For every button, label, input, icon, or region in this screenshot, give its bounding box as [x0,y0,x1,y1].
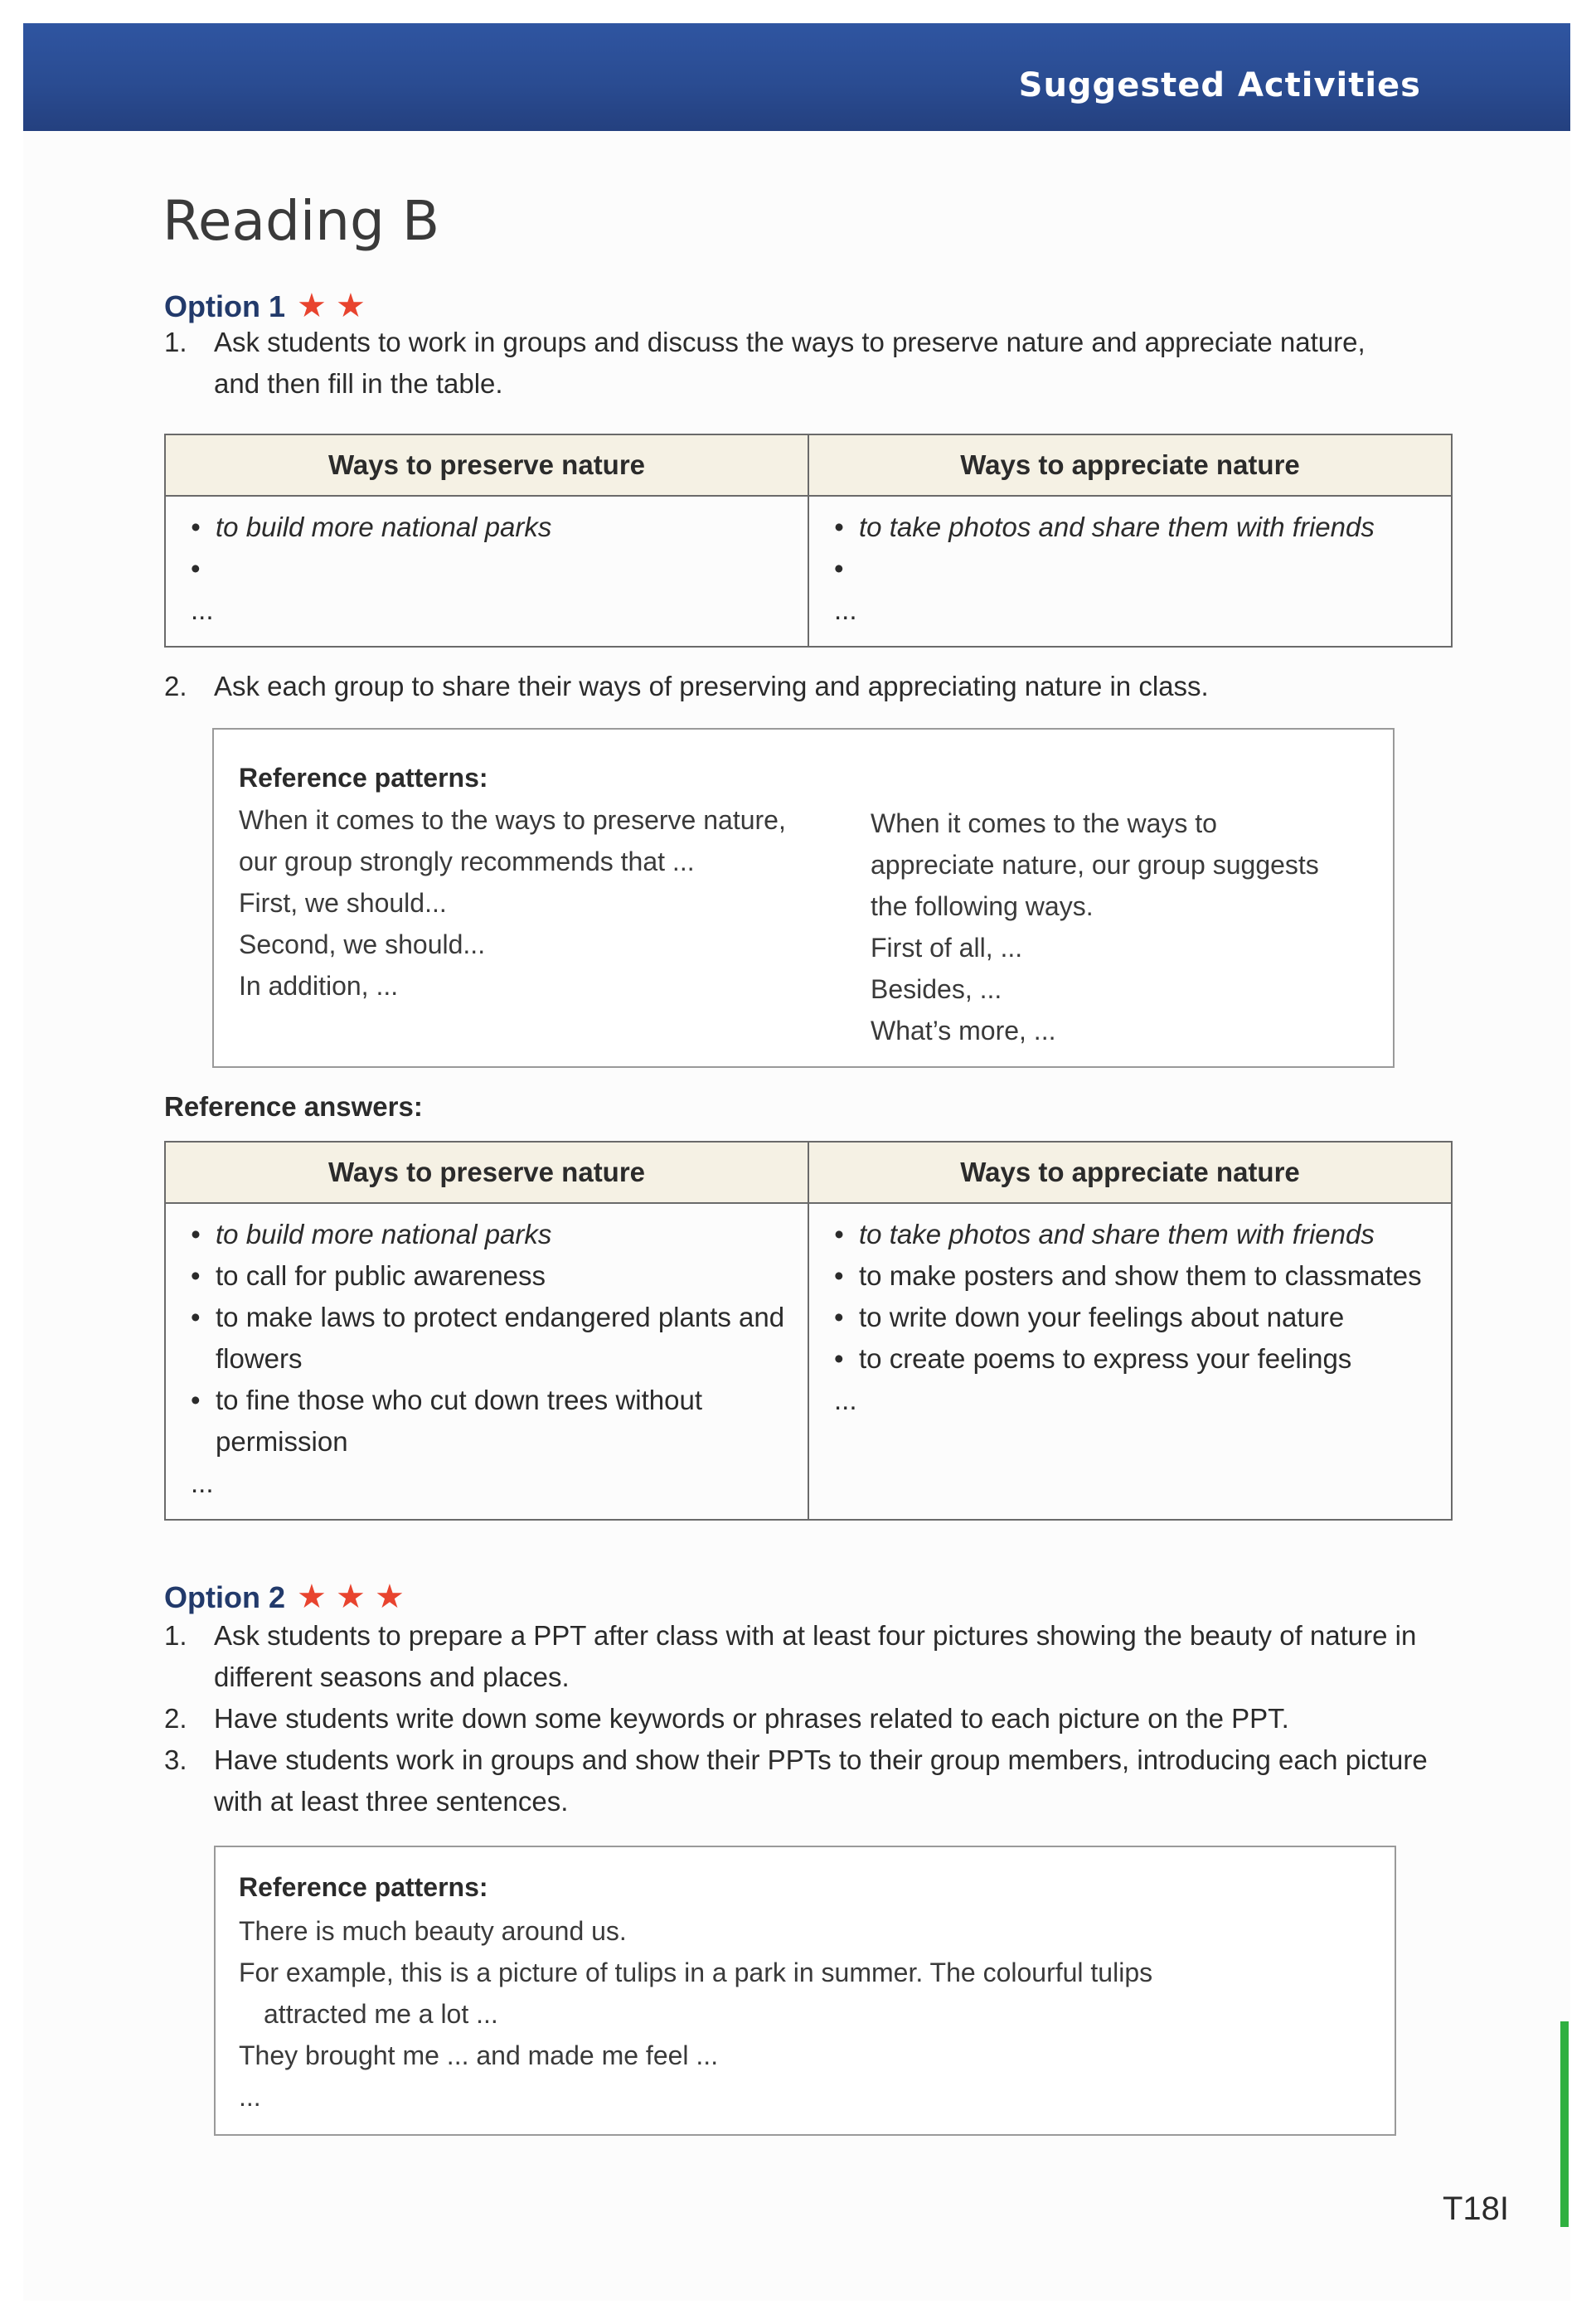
table-header-preserve: Ways to preserve nature [165,434,808,496]
page-number: T18I [1443,2191,1510,2227]
patterns-column [239,1910,1383,2118]
step-number: 1. [164,327,187,357]
step-text: Have students write down some keywords or phrases related to each picture on the PPT. [214,1703,1289,1734]
list-item: • to take photos and share them with friends [834,507,1451,548]
option2-step3 [164,1739,1458,1822]
list-item [191,548,808,589]
option1-heading [164,287,366,325]
fill-in-table [164,434,1453,648]
table-cell-preserve [165,496,808,647]
ellipsis: ... [239,2082,261,2112]
patterns-right-column [871,803,1319,1051]
list-item: • to fine those who cut down trees without permission [191,1380,808,1463]
pattern-line: In addition, ... [239,971,399,1001]
table-cell-appreciate [808,496,1452,647]
pattern-line: When it comes to the ways to preserve nature, [239,805,786,835]
pattern-line: Second, we should... [239,929,486,959]
table-header-preserve: Ways to preserve nature [165,1142,808,1203]
list-item [834,548,1451,589]
list-item: • to make laws to protect endangered plants and flowers [191,1297,808,1380]
header-banner [23,23,1570,131]
pattern-line: There is much beauty around us. [239,1916,627,1946]
step-text: Have students work in groups and show their PPTs to their group members, introducing each picture with at least three sentences. [214,1744,1428,1817]
star-icon: ★ ★ ★ [297,1579,405,1615]
option1-step2 [164,666,1458,707]
ellipsis: ... [191,1468,214,1498]
list-item: • to build more national parks [191,1214,808,1255]
option1-label: Option 1 [164,289,285,323]
step-number: 3. [164,1744,187,1775]
option1-step1 [164,322,1458,405]
pattern-line: our group strongly recommends that ... [239,847,695,876]
list-item: • to make posters and show them to classmates [834,1255,1451,1297]
answers-cell-appreciate [808,1203,1452,1520]
pattern-line: the following ways. [871,891,1094,921]
option2-heading [164,1578,405,1616]
step-number: 2. [164,671,187,701]
pattern-line: When it comes to the ways to [871,808,1217,838]
list-item: • to create poems to express your feelings [834,1338,1451,1380]
pattern-line: What’s more, ... [871,1016,1056,1046]
pattern-line: They brought me ... and made me feel ... [239,2040,719,2070]
chapter-tab [1560,2021,1569,2227]
pattern-line: Besides, ... [871,974,1002,1004]
step-number: 1. [164,1620,187,1651]
pattern-line: First of all, ... [871,933,1023,963]
reference-patterns-heading: Reference patterns: [239,1872,488,1902]
table-header-appreciate: Ways to appreciate nature [808,434,1452,496]
list-item: • to write down your feelings about nature [834,1297,1451,1338]
reference-patterns-heading: Reference patterns: [239,763,488,793]
section-title: Reading B [163,189,440,253]
pattern-line: For example, this is a picture of tulips in a park in summer. The colourful tulips [239,1958,1153,1987]
pattern-line: appreciate nature, our group suggests [871,850,1319,880]
option2-step2 [164,1698,1458,1739]
ellipsis: ... [834,594,857,625]
step-number: 2. [164,1703,187,1734]
table-header-appreciate: Ways to appreciate nature [808,1142,1452,1203]
list-item: • to call for public awareness [191,1255,808,1297]
step-text: Ask each group to share their ways of preserving and appreciating nature in class. [214,671,1209,701]
star-icon: ★ ★ [297,288,366,324]
banner-title: Suggested Activities [1018,66,1421,104]
step-text-line2: and then fill in the table. [214,368,503,399]
answers-cell-preserve [165,1203,808,1520]
pattern-line: attracted me a lot ... [264,1999,498,2029]
list-item: • to build more national parks [191,507,808,548]
patterns-left-column [239,799,786,1007]
list-item: • to take photos and share them with friends [834,1214,1451,1255]
option2-step1 [164,1615,1458,1698]
option2-label: Option 2 [164,1580,285,1614]
ellipsis: ... [191,594,214,625]
step-text-line1: Ask students to work in groups and discuss the ways to preserve nature and appreciate nature, [214,327,1366,357]
pattern-line: First, we should... [239,888,447,918]
step-text: Ask students to prepare a PPT after class with at least four pictures showing the beauty of nature in different seasons and places. [214,1620,1417,1692]
reference-patterns-box-2 [214,1846,1396,2136]
reference-answers-label: Reference answers: [164,1091,423,1122]
ellipsis: ... [834,1385,857,1415]
reference-answers-table [164,1141,1453,1521]
reference-patterns-box [212,728,1395,1068]
